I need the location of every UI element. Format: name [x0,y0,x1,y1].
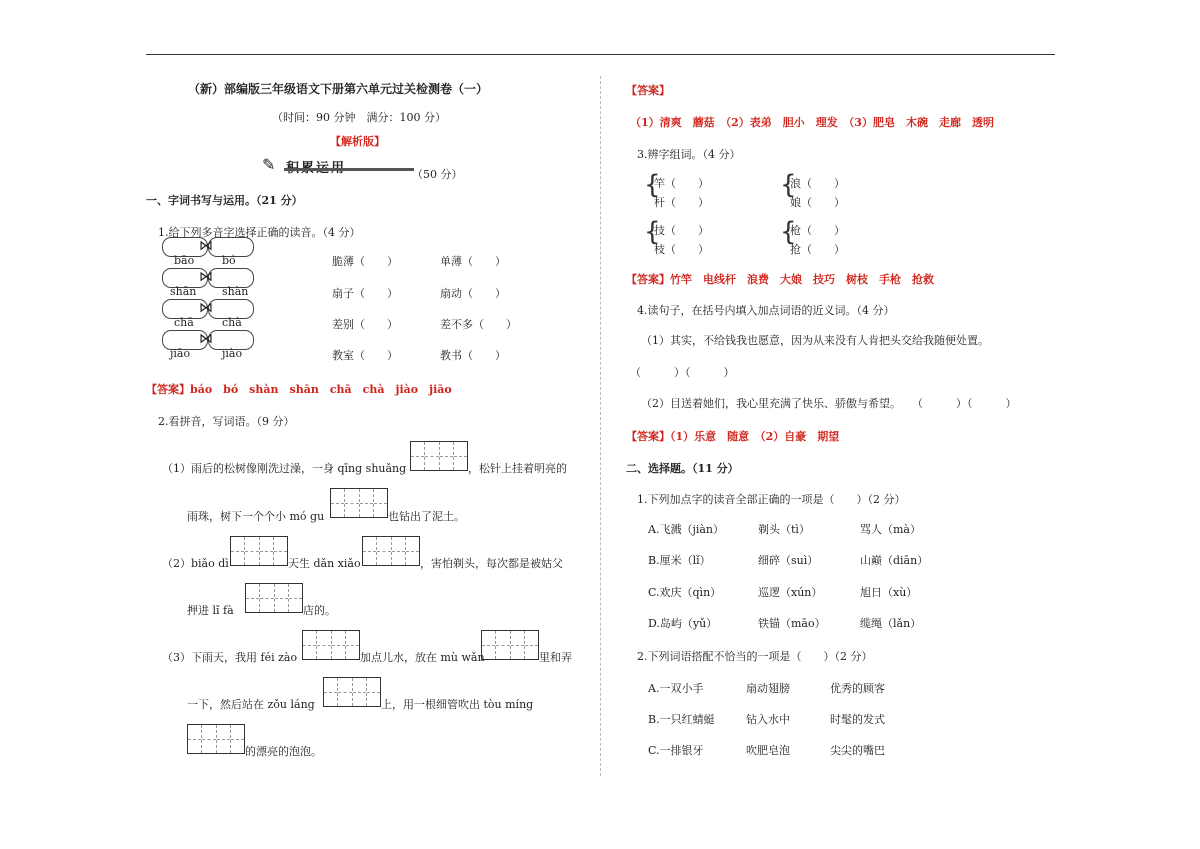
c2-option: 钻入水中 [746,713,790,726]
q2-answer: （1）清爽 蘑菇 （2）表弟 胆小 理发 （3）肥皂 木碗 走廊 透明 [630,116,994,129]
c1-option: 缆绳（lǎn） [860,617,922,630]
pinyin-right: shàn [222,285,249,298]
bow-icon: ⋈ [199,300,213,316]
q1-item: 教室（ ） [332,349,398,362]
q2-text: 天生 dǎn xiǎo [288,557,361,570]
pinyin-right: bó [222,254,236,267]
banner-score: （50 分） [412,168,463,181]
answer-label: 【答案】 [626,84,670,97]
c1-option: 巡逻（xún） [758,586,823,599]
banner-label [286,157,346,176]
c2-option: 时髦的发式 [830,713,885,726]
q2-text: 里和弄 [539,651,572,664]
q1-answer [146,381,452,397]
q1-item: 扇动（ ） [440,287,506,300]
q2-text: ，害怕剃头，每次都是被姑父 [420,557,563,570]
bow-icon: ⋈ [199,331,213,347]
pinyin-left: shān [170,285,197,298]
q3-item: 技（ ） [654,224,709,237]
q1-prompt: 1.给下列多音字选择正确的读音。（4 分） [158,226,361,239]
q2-prompt: 2.看拼音，写词语。（9 分） [158,415,295,428]
section2-heading: 二、选择题。（11 分） [626,462,739,475]
answer-text: （1）乐意 随意 （2）自豪 期望 [670,430,840,443]
q3-item: 枪（ ） [790,224,845,237]
q4-prompt: 4.读句子，在括号内填入加点词语的近义词。（4 分） [637,304,895,317]
q1-item: 差不多（ ） [440,318,517,331]
c1-option: 铁锚（māo） [758,617,826,630]
q3-item: 枝（ ） [654,243,709,256]
c1-option: B.厘米（lǐ） [648,554,711,567]
writing-grid[interactable] [362,536,420,566]
pinyin-left: chā [174,316,194,329]
q2-text: （1）雨后的松树像刚洗过澡，一身 qīng shuǎng [162,462,407,475]
section1-heading: 一、字词书写与运用。（21 分） [146,194,303,207]
q3-item: 抢（ ） [790,243,845,256]
c2-option: C.一排银牙 [648,744,704,757]
q1-item: 脆薄（ ） [332,255,398,268]
c2-option: B.一只红蜻蜓 [648,713,715,726]
q3-item: 娘（ ） [790,196,845,209]
c2-option: 吹肥皂泡 [746,744,790,757]
q3-prompt: 3.辨字组词。（4 分） [637,148,741,161]
q4-sentence: （2）目送着她们，我心里充满了快乐、骄傲与希望。 （ ）（ ） [641,397,1017,410]
c2-option: 优秀的顾客 [830,682,885,695]
writing-grid[interactable] [323,677,381,707]
c1-option: 细碎（suì） [758,554,819,567]
brace-icon: { [780,170,797,200]
writing-grid[interactable] [330,488,388,518]
q2-text: （2）biǎo dì [162,557,229,570]
edition-badge: 【解析版】 [330,135,385,148]
q3-item: 竿（ ） [654,177,709,190]
answer-text: 竹竿 电线杆 浪费 大娘 技巧 树枝 手枪 抢救 [670,273,934,286]
brace-icon: { [644,170,661,200]
writing-grid[interactable] [245,583,303,613]
page-title: （新）部编版三年级语文下册第六单元过关检测卷（一） [188,82,489,96]
column-divider [600,76,601,776]
pinyin-left: jiāo [170,347,191,360]
q1-item: 扇子（ ） [332,287,398,300]
q4-answer [626,428,839,444]
c2-prompt: 2.下列词语搭配不恰当的一项是（ ）（2 分） [637,650,873,663]
answer-label: 【答案】 [146,383,190,396]
q1-item: 单薄（ ） [440,255,506,268]
c1-option: 旭日（xù） [860,586,918,599]
q2-text: （3）下雨天，我用 féi zào [162,651,298,664]
brace-icon: { [644,217,661,247]
q2-text: 也钻出了泥土。 [388,510,465,523]
c1-option: 山巅（diān） [860,554,929,567]
q1-item: 教书（ ） [440,349,506,362]
q2-text: 的漂亮的泡泡。 [245,745,322,758]
exam-meta: （时间：90 分钟 满分：100 分） [272,111,446,124]
pinyin-left: bāo [174,254,195,267]
top-rule [146,54,1055,55]
q4-blanks: （ ）（ ） [630,366,735,379]
writing-grid[interactable] [187,724,245,754]
answer-label: 【答案】 [626,273,670,286]
q2-text: 上，用一根细管吹出 tòu míng [381,698,534,711]
writing-grid[interactable] [302,630,360,660]
c2-option: A.一双小手 [648,682,704,695]
pinyin-right: chà [222,316,242,329]
c1-option: D.岛屿（yǔ） [648,617,718,630]
q4-sentence: （1）其实，不给钱我也愿意，因为从来没有人肯把头交给我随便处置。 [641,334,989,347]
writing-grid[interactable] [481,630,539,660]
c1-option: 剃头（tì） [758,523,810,536]
c1-option: 骂人（mà） [860,523,921,536]
q2-text: ，松针上挂着明亮的 [468,462,567,475]
reading-figure-icon: ✎ [262,155,276,174]
c1-prompt: 1.下列加点字的读音全部正确的一项是（ ）（2 分） [637,493,906,506]
q2-text: 雨珠，树下一个个小 mó gu [187,510,325,523]
q2-text: 店的。 [303,604,336,617]
writing-grid[interactable] [410,441,468,471]
c1-option: A.飞溅（jiàn） [648,523,725,536]
c2-option: 尖尖的嘴巴 [830,744,885,757]
section-banner [262,155,412,177]
bow-icon: ⋈ [199,269,213,285]
q2-text: 加点儿水，放在 mù wǎn [360,651,485,664]
bow-icon: ⋈ [199,238,213,254]
q3-item: 杆（ ） [654,196,709,209]
q2-text: 押进 lǐ fà [187,604,234,617]
pinyin-right: jiào [222,347,243,360]
banner-bar [284,168,414,171]
writing-grid[interactable] [230,536,288,566]
q3-item: 浪（ ） [790,177,845,190]
answer-label: 【答案】 [626,430,670,443]
c2-option: 扇动翅膀 [746,682,790,695]
q1-item: 差别（ ） [332,318,398,331]
q2-text: 一下，然后站在 zǒu láng [187,698,315,711]
answer-text: báo bó shàn shān chā chà jiào jiāo [190,383,452,396]
c1-option: C.欢庆（qìn） [648,586,722,599]
q3-answer [626,271,934,287]
brace-icon: { [780,217,797,247]
